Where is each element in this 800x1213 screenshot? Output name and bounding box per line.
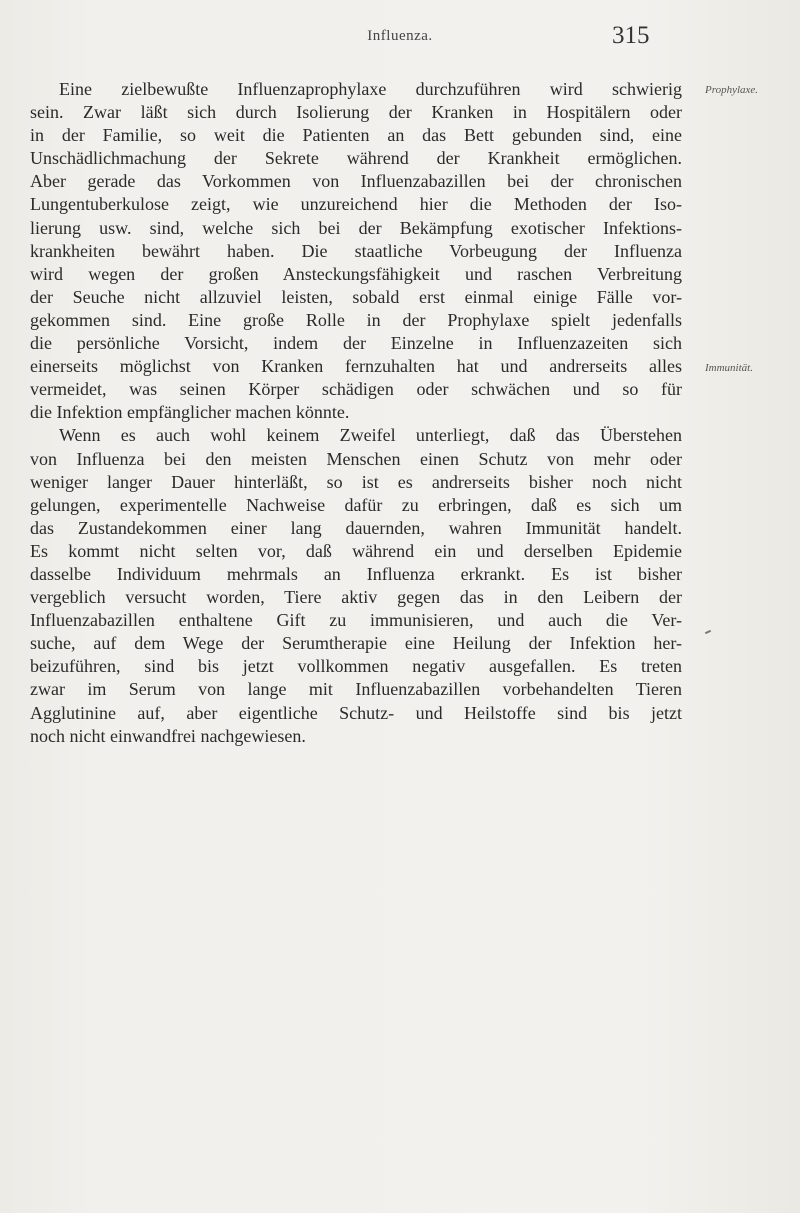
body-text [30, 78, 682, 748]
text-line: Es kommt nicht selten vor, daß während ein und derselben Epidemie [30, 540, 682, 561]
text-line: lierung usw. sind, welche sich bei der Bekämpfung exotischer Infektions- [30, 217, 682, 238]
text-line: Unschädlichmachung der Sekrete während der Krankheit ermöglichen. [30, 148, 682, 169]
text-line: beizuführen, sind bis jetzt vollkommen negativ ausgefallen. Es treten [30, 656, 682, 677]
text-line: in der Familie, so weit die Patienten an das Bett gebunden sind, eine [30, 125, 682, 146]
text-line: sein. Zwar läßt sich durch Isolierung der Kranken in Hospitälern oder [30, 102, 682, 123]
text-line: Eine zielbewußte Influenzaprophylaxe durchzuführen wird schwierig [59, 79, 682, 99]
text-line: weniger langer Dauer hinterläßt, so ist es andrerseits bisher noch nicht [30, 471, 682, 492]
text-line: Aber gerade das Vorkommen von Influenzabazillen bei der chronischen [30, 171, 682, 192]
text-line: von Influenza bei den meisten Menschen einen Schutz von mehr oder [30, 448, 682, 469]
text-line: suche, auf dem Wege der Serumtherapie eine Heilung der Infektion her- [30, 633, 682, 654]
text-line: gelungen, experimentelle Nachweise dafür zu erbringen, daß es sich um [30, 494, 682, 515]
running-head [0, 22, 800, 52]
text-line: wird wegen der großen Ansteckungsfähigkeit und raschen Verbreitung [30, 263, 682, 284]
text-line: die persönliche Vorsicht, indem der Einzelne in Influenzazeiten sich [30, 333, 682, 354]
margin-note-prophylaxe: Prophylaxe. [705, 84, 759, 96]
paragraph-immunitaet [30, 424, 682, 747]
running-title: Influenza. [367, 28, 433, 44]
text-line: die Infektion empfänglicher machen könnte. [30, 402, 350, 423]
text-line: zwar im Serum von lange mit Influenzabazillen vorbehandelten Tieren [30, 679, 682, 700]
page-number: 315 [612, 22, 650, 49]
text-line: Agglutinine auf, aber eigentliche Schutz- und Heilstoffe sind bis jetzt [30, 702, 682, 723]
text-line: Lungentuberkulose zeigt, wie unzureichend hier die Methoden der Iso- [30, 194, 682, 215]
text-line: noch nicht einwandfrei nachgewiesen. [30, 725, 306, 746]
margin-note-immunitaet: Immunität. [705, 362, 753, 374]
text-line: krankheiten bewährt haben. Die staatliche Vorbeugung der Influenza [30, 240, 682, 261]
margin-mark [705, 630, 711, 634]
text-line: dasselbe Individuum mehrmals an Influenza erkrankt. Es ist bisher [30, 563, 682, 584]
text-line: Wenn es auch wohl keinem Zweifel unterliegt, daß das Überstehen [59, 425, 682, 446]
text-line: vergeblich versucht worden, Tiere aktiv gegen das in den Leibern der [30, 587, 682, 608]
text-line: einerseits möglichst von Kranken fernzuhalten hat und andrerseits alles [30, 356, 682, 377]
text-line: das Zustandekommen einer lang dauernden, wahren Immunität handelt. [30, 517, 682, 538]
text-line: gekommen sind. Eine große Rolle in der Prophylaxe spielt jedenfalls [30, 309, 682, 330]
text-line: Influenzabazillen enthaltene Gift zu immunisieren, und auch die Ver- [30, 610, 682, 631]
text-line: der Seuche nicht allzuviel leisten, sobald erst einmal einige Fälle vor- [30, 286, 682, 307]
paragraph-prophylaxe [30, 78, 682, 424]
text-line: vermeidet, was seinen Körper schädigen oder schwächen und so für [30, 379, 682, 400]
